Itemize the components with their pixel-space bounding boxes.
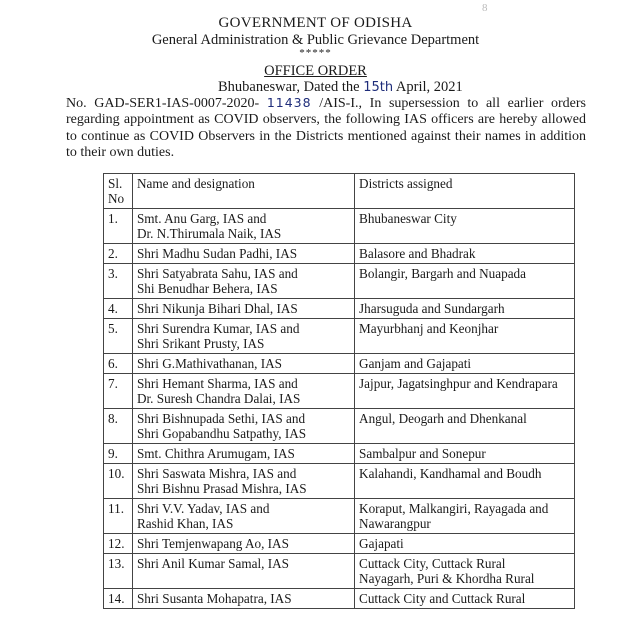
table-row [104, 353, 575, 373]
order-body: In supersession to all earlier orders regarding appointment as COVID observers, the following IAS officers are hereby allowed to continue as COVID Observers in the Districts mentioned against their names in addition to their own duties. [66, 96, 586, 161]
officer-name-line: Shri Surendra Kumar, IAS and [136, 320, 300, 336]
heading-separator: ***** [299, 47, 332, 59]
officer-name-line: Shri Temjenwapang Ao, IAS [136, 535, 289, 551]
officer-name-line: Shri G.Mathivathanan, IAS [136, 355, 283, 371]
table-row [104, 373, 575, 408]
order-paragraph [66, 95, 586, 162]
cell-sl-no: 12. [104, 533, 133, 553]
cell-districts [355, 443, 575, 463]
cell-name-designation [132, 498, 354, 533]
cell-districts [355, 373, 575, 408]
officer-name-line: Shri Gopabandhu Satpathy, IAS [136, 426, 307, 442]
cell-name-designation [132, 463, 354, 498]
officer-name-line: Shri Bishnu Prasad Mishra, IAS [136, 481, 307, 497]
officer-name-line: Shri Nikunja Bihari Dhal, IAS [136, 300, 298, 316]
officer-name-line: Shri Anil Kumar Samal, IAS [136, 555, 289, 571]
table-row [104, 298, 575, 318]
table-row [104, 263, 575, 298]
cell-sl-no: 2. [104, 243, 133, 263]
officer-name-line: Shri Hemant Sharma, IAS and [136, 375, 298, 391]
cell-districts [355, 463, 575, 498]
cell-name-designation [132, 408, 354, 443]
district-line: Koraput, Malkangiri, Rayagada and [359, 500, 549, 516]
cell-districts [355, 553, 575, 588]
cell-sl-no: 7. [104, 373, 133, 408]
officer-name-line: Smt. Anu Garg, IAS and [136, 210, 267, 226]
cell-districts [355, 498, 575, 533]
cell-name-designation [132, 443, 354, 463]
district-line: Kalahandi, Kandhamal and Boudh [359, 465, 542, 481]
cell-sl-no: 11. [104, 498, 133, 533]
district-line: Cuttack City, Cuttack Rural [359, 555, 506, 571]
cell-districts [355, 588, 575, 608]
cell-name-designation [132, 373, 354, 408]
cell-sl-no: 9. [104, 443, 133, 463]
district-line: Nawarangpur [359, 516, 431, 532]
cell-districts [355, 533, 575, 553]
order-title: OFFICE ORDER [264, 63, 367, 79]
government-heading: GOVERNMENT OF ODISHA [218, 15, 413, 31]
officer-name-line: Shri Satyabrata Sahu, IAS and [136, 265, 298, 281]
table-row [104, 533, 575, 553]
cell-name-designation [132, 533, 354, 553]
district-line: Mayurbhanj and Keonjhar [359, 320, 499, 336]
district-line: Balasore and Bhadrak [359, 245, 476, 261]
dated-suffix: April, 2021 [395, 79, 463, 95]
table-row [104, 408, 575, 443]
cell-districts [355, 318, 575, 353]
table-row [104, 443, 575, 463]
officer-name-line: Shri Madhu Sudan Padhi, IAS [136, 245, 298, 261]
officer-name-line: Shri V.V. Yadav, IAS and [136, 500, 270, 516]
cell-sl-no: 8. [104, 408, 133, 443]
header-districts: Districts assigned [355, 174, 575, 209]
cell-sl-no: 1. [104, 208, 133, 243]
cell-sl-no: 13. [104, 553, 133, 588]
order-number-prefix: No. GAD-SER1-IAS-0007-2020- [66, 96, 260, 111]
header-sl-no: Sl. No [104, 174, 133, 209]
officer-name-line: Dr. Suresh Chandra Dalai, IAS [136, 391, 301, 407]
officer-name-line: Shri Srikant Prusty, IAS [136, 336, 265, 352]
officer-name-line: Shri Bishnupada Sethi, IAS and [136, 410, 306, 426]
officer-name-line: Shi Benudhar Behera, IAS [136, 281, 278, 297]
district-line: Bhubaneswar City [359, 210, 457, 226]
cell-sl-no: 5. [104, 318, 133, 353]
dated-line [218, 79, 463, 96]
officer-name-line: Rashid Khan, IAS [136, 516, 234, 532]
table-header-row [104, 174, 575, 209]
observers-table [103, 173, 575, 609]
cell-sl-no: 4. [104, 298, 133, 318]
officer-name-line: Shri Saswata Mishra, IAS and [136, 465, 297, 481]
cell-sl-no: 10. [104, 463, 133, 498]
cell-name-designation [132, 298, 354, 318]
dated-prefix: Bhubaneswar, Dated the [218, 79, 360, 95]
cell-name-designation [132, 588, 354, 608]
cell-districts [355, 263, 575, 298]
cell-districts [355, 243, 575, 263]
table-row [104, 498, 575, 533]
district-line: Jharsuguda and Sundargarh [359, 300, 505, 316]
table-row [104, 318, 575, 353]
officer-name-line: Shri Susanta Mohapatra, IAS [136, 590, 292, 606]
table-row [104, 588, 575, 608]
table-row [104, 208, 575, 243]
officer-name-line: Smt. Chithra Arumugam, IAS [136, 445, 295, 461]
district-line: Ganjam and Gajapati [359, 355, 472, 371]
cell-name-designation [132, 243, 354, 263]
cell-name-designation [132, 553, 354, 588]
district-line: Gajapati [359, 535, 404, 551]
cell-name-designation [132, 263, 354, 298]
district-line: Cuttack City and Cuttack Rural [359, 590, 526, 606]
cell-districts [355, 208, 575, 243]
district-line: Nayagarh, Puri & Khordha Rural [359, 571, 535, 587]
officer-name-line: Dr. N.Thirumala Naik, IAS [136, 226, 282, 242]
table-row [104, 243, 575, 263]
cell-sl-no: 14. [104, 588, 133, 608]
cell-name-designation [132, 353, 354, 373]
cell-name-designation [132, 318, 354, 353]
department-heading: General Administration & Public Grievance Department [151, 32, 480, 48]
cell-districts [355, 298, 575, 318]
handwritten-order-number: 11438 [266, 95, 312, 110]
cell-districts [355, 353, 575, 373]
header-name-designation: Name and designation [132, 174, 354, 209]
table-row [104, 463, 575, 498]
district-line: Jajpur, Jagatsinghpur and Kendrapara [359, 375, 558, 391]
page-marker: 8 [482, 2, 488, 14]
order-number-suffix: /AIS-I., [319, 96, 363, 111]
cell-sl-no: 3. [104, 263, 133, 298]
table-body [104, 208, 575, 608]
cell-name-designation [132, 208, 354, 243]
table-row [104, 553, 575, 588]
cell-districts [355, 408, 575, 443]
handwritten-day: 15th [363, 80, 394, 95]
district-line: Bolangir, Bargarh and Nuapada [359, 265, 526, 281]
district-line: Angul, Deogarh and Dhenkanal [359, 410, 527, 426]
district-line: Sambalpur and Sonepur [359, 445, 486, 461]
cell-sl-no: 6. [104, 353, 133, 373]
